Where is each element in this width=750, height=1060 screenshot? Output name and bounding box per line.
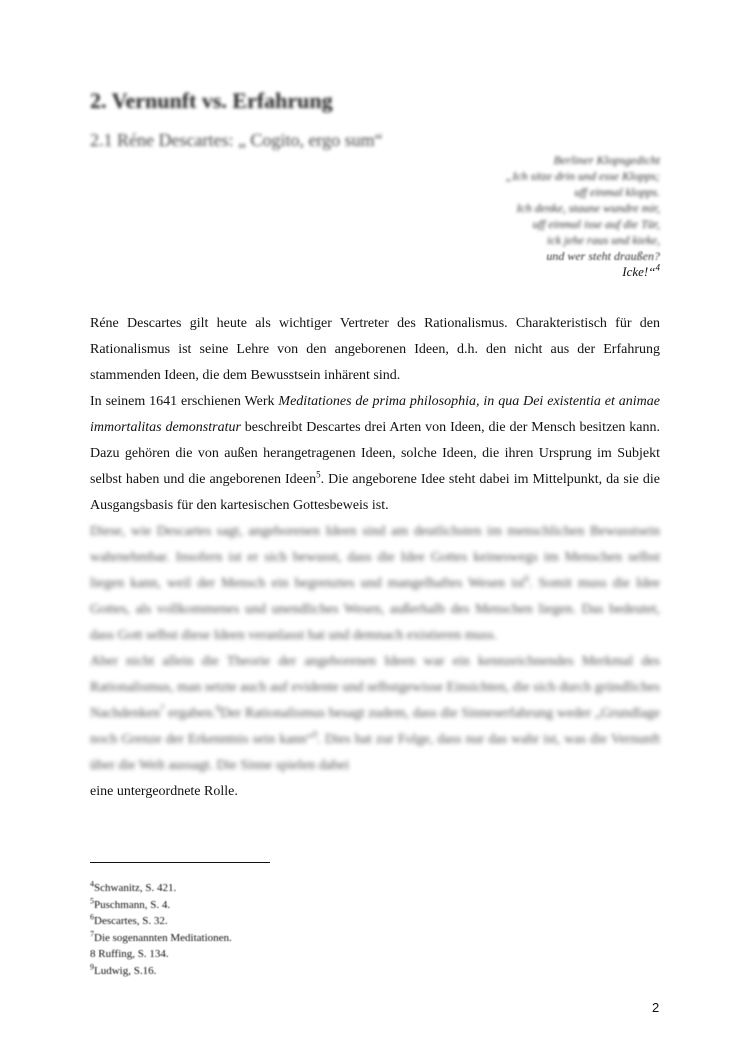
paragraph-text: Der Rationalismus besagt zudem, dass die Sinneserfahrung weder „Grundlage noch Grenze der Erkenntnis sein kann“ [90, 706, 660, 747]
footnote-ref: 4 [655, 262, 660, 273]
blurred-paragraph [90, 519, 660, 649]
footnote-text: Schwanitz, S. 421. [94, 882, 177, 894]
page-number: 2 [652, 1000, 660, 1015]
footnote [90, 946, 490, 963]
work-title: Meditationes de prima philosophia, in qua Dei existentia et animae immortalitas demonstratur [90, 394, 661, 435]
footnote-ref: 9 [312, 729, 318, 740]
paragraph-text: . Dies hat zur Folge, dass nur das wahr ist, was die Vernunft über die Welt aussagt. Die Sinne spielen dabei [90, 732, 660, 773]
footnote-text: Descartes, S. 32. [94, 915, 168, 927]
paragraph [90, 649, 660, 805]
paragraph-text: ergaben. [164, 706, 216, 721]
footnote-ref: 5 [316, 469, 321, 480]
poem-line: ick jehe raus und kieke, [547, 233, 660, 247]
paragraph [90, 389, 660, 519]
blurred-paragraph-text [90, 654, 660, 773]
poem-last-line [400, 264, 660, 280]
subsection-heading: 2.1 Réne Descartes: „ Cogito, ergo sum“ [90, 130, 383, 150]
footnote [90, 880, 490, 897]
poem-line: uff einmal klopps. [574, 185, 660, 199]
footnotes [90, 880, 490, 979]
epigraph-poem [400, 152, 660, 280]
paragraph-text: . Somit muss die Idee Gottes, als vollkommenes und unendliches Wesen, außerhalb des Menschen liegen. Das bedeutet, dass Gott selbst diese Ideen veranlasst hat und demnach existieren muss. [90, 576, 661, 643]
footnote-text: Die sogenannten Meditationen. [94, 931, 232, 944]
footnote-ref: 6 [524, 573, 529, 584]
body-text [90, 311, 660, 805]
poem-line: Ich denke, staune wundre mir, [516, 201, 660, 215]
footnote [90, 930, 490, 947]
poem-last-line-text: Icke!“ [622, 264, 656, 279]
footnote-text: Ludwig, S.16. [94, 964, 157, 977]
poem-line: „Ich sitze drin und esse Klopps; [505, 169, 660, 183]
footnote-text: Ruffing, S. 134. [95, 948, 169, 960]
footnote-text: Puschmann, S. 4. [94, 898, 171, 911]
footnote-separator [90, 862, 270, 863]
poem-title: Berliner Klopsgedicht [553, 153, 660, 167]
footnote [90, 913, 490, 930]
footnote-number: 6 [90, 912, 94, 922]
paragraph-text: Diese, wie Descartes sagt, angeborenen Ideen sind am deutlichsten im menschlichen Bewusstsein wahrnehmbar. Insofern ist er sich bewusst, dass die Idee Gottes keineswegs im Menschen selbst liegen kann, weil der Mensch ein begrenztes und mangelhaftes Wesen ist [90, 524, 660, 591]
footnote-ref: 7 [159, 703, 165, 714]
footnote-number: 5 [90, 895, 94, 905]
poem-line: uff einmal isse auf die Tür, [532, 217, 660, 231]
paragraph-text: Aber nicht allein die Theorie der angeborenen Ideen war ein kennzeichnendes Merkmal des Rationalismus, man setzte auch auf evidente und selbstgewisse Einsichten, die sich durch gründliches Nachdenken [90, 654, 660, 721]
footnote-number: 4 [90, 879, 94, 889]
footnote-number: 7 [90, 928, 94, 938]
poem-line-text: und wer steht draußen? [546, 249, 660, 263]
paragraph-text: beschreibt Descartes drei Arten von Ideen, die der Mensch besitzen kann. Dazu gehören die von außen herangetragenen Ideen, solche Ideen, die ihren Ursprung im Subjekt selbst haben und die angeborenen Ideen [90, 420, 660, 487]
paragraph-text: eine untergeordnete Rolle. [90, 784, 238, 799]
poem-line [400, 248, 660, 264]
footnote [90, 897, 490, 914]
footnote [90, 963, 490, 980]
paragraph-text: In seinem 1641 erschienen Werk [90, 394, 279, 409]
footnote-number: 8 [90, 948, 96, 960]
paragraph: Réne Descartes gilt heute als wichtiger Vertreter des Rationalismus. Charakteristisch für den Rationalismus ist seine Lehre von den angeborenen Ideen, d.h. den nicht aus der Erfahrung stammenden Ideen, die dem Bewusstsein inhärent sind. [90, 316, 660, 383]
footnote-ref: 8 [215, 703, 221, 714]
footnote-number: 9 [90, 961, 94, 971]
paragraph-text: . Die angeborene Idee steht dabei im Mittelpunkt, da sie die Ausgangsbasis für den kartesischen Gottesbeweis ist. [90, 472, 661, 513]
section-heading: 2. Vernunft vs. Erfahrung [90, 88, 333, 113]
